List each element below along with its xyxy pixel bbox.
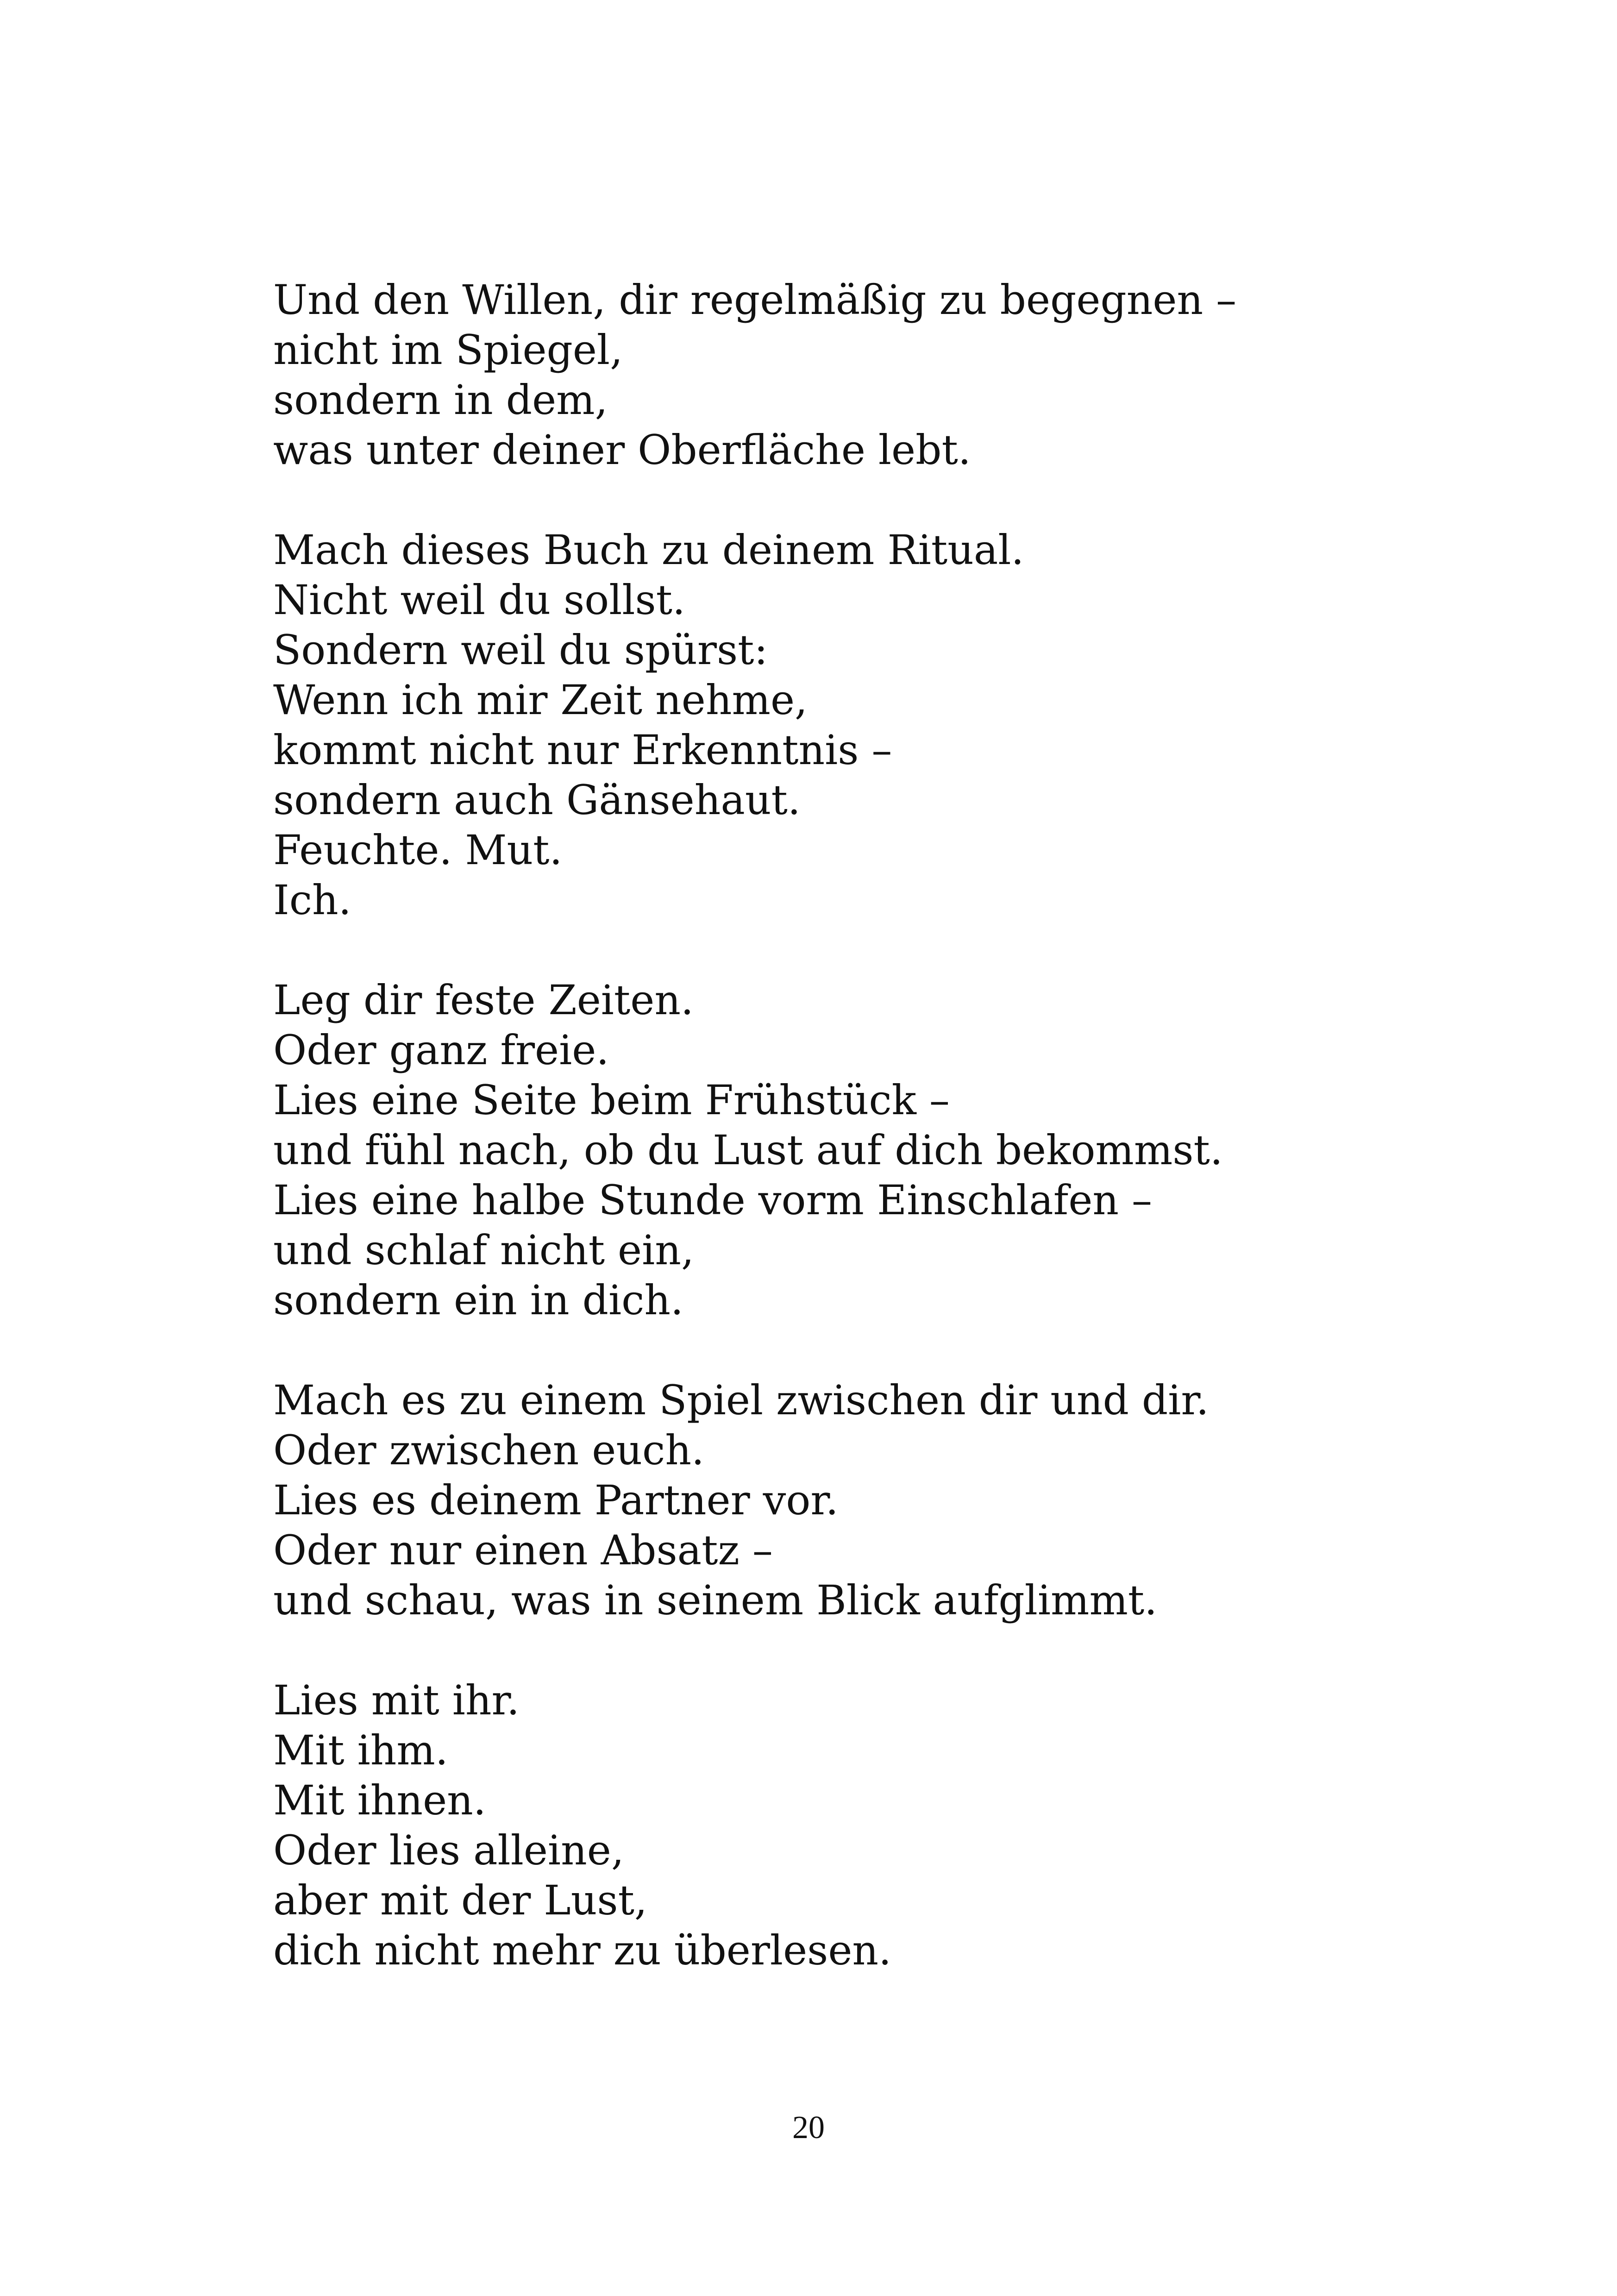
stanza-3-line-6: und schlaf nicht ein, <box>273 1226 694 1274</box>
stanza-2-line-8: Ich. <box>273 876 351 924</box>
stanza-5-line-3: Mit ihnen. <box>273 1776 486 1824</box>
stanza-4-line-5: und schau, was in seinem Blick aufglimmt. <box>273 1576 1158 1624</box>
stanza-3-line-7: sondern ein in dich. <box>273 1276 684 1324</box>
stanza-2-line-2: Nicht weil du sollst. <box>273 576 686 624</box>
stanza-3-line-4: und fühl nach, ob du Lust auf dich bekommst. <box>273 1126 1223 1174</box>
stanza-3-line-5: Lies eine halbe Stunde vorm Einschlafen – <box>273 1176 1153 1224</box>
stanza-2-line-1: Mach dieses Buch zu deinem Ritual. <box>273 526 1024 574</box>
stanza-5-line-6: dich nicht mehr zu überlesen. <box>273 1926 892 1974</box>
stanza-1-line-2: nicht im Spiegel, <box>273 326 623 374</box>
stanza-2-line-5: kommt nicht nur Erkenntnis – <box>273 726 892 774</box>
stanza-2-line-6: sondern auch Gänsehaut. <box>273 776 801 824</box>
stanza-5-line-1: Lies mit ihr. <box>273 1676 520 1724</box>
stanza-5-line-2: Mit ihm. <box>273 1726 448 1774</box>
stanza-3-line-3: Lies eine Seite beim Frühstück – <box>273 1076 950 1124</box>
stanza-1-line-3: sondern in dem, <box>273 376 608 424</box>
page-number: 20 <box>792 2110 825 2145</box>
stanza-2-line-7: Feuchte. Mut. <box>273 826 563 874</box>
stanza-1-line-1: Und den Willen, dir regelmäßig zu begegnen – <box>273 276 1237 324</box>
stanza-3-line-2: Oder ganz freie. <box>273 1026 609 1074</box>
stanza-3-line-1: Leg dir feste Zeiten. <box>273 976 694 1024</box>
stanza-5-line-4: Oder lies alleine, <box>273 1826 624 1874</box>
stanza-2-line-4: Wenn ich mir Zeit nehme, <box>273 676 808 724</box>
stanza-2-line-3: Sondern weil du spürst: <box>273 626 768 674</box>
stanza-4-line-3: Lies es deinem Partner vor. <box>273 1476 839 1524</box>
stanza-5-line-5: aber mit der Lust, <box>273 1876 647 1924</box>
stanza-4-line-1: Mach es zu einem Spiel zwischen dir und dir. <box>273 1376 1209 1424</box>
stanza-1-line-4: was unter deiner Oberfläche lebt. <box>273 426 971 474</box>
stanza-4-line-2: Oder zwischen euch. <box>273 1426 704 1474</box>
stanza-4-line-4: Oder nur einen Absatz – <box>273 1526 773 1574</box>
